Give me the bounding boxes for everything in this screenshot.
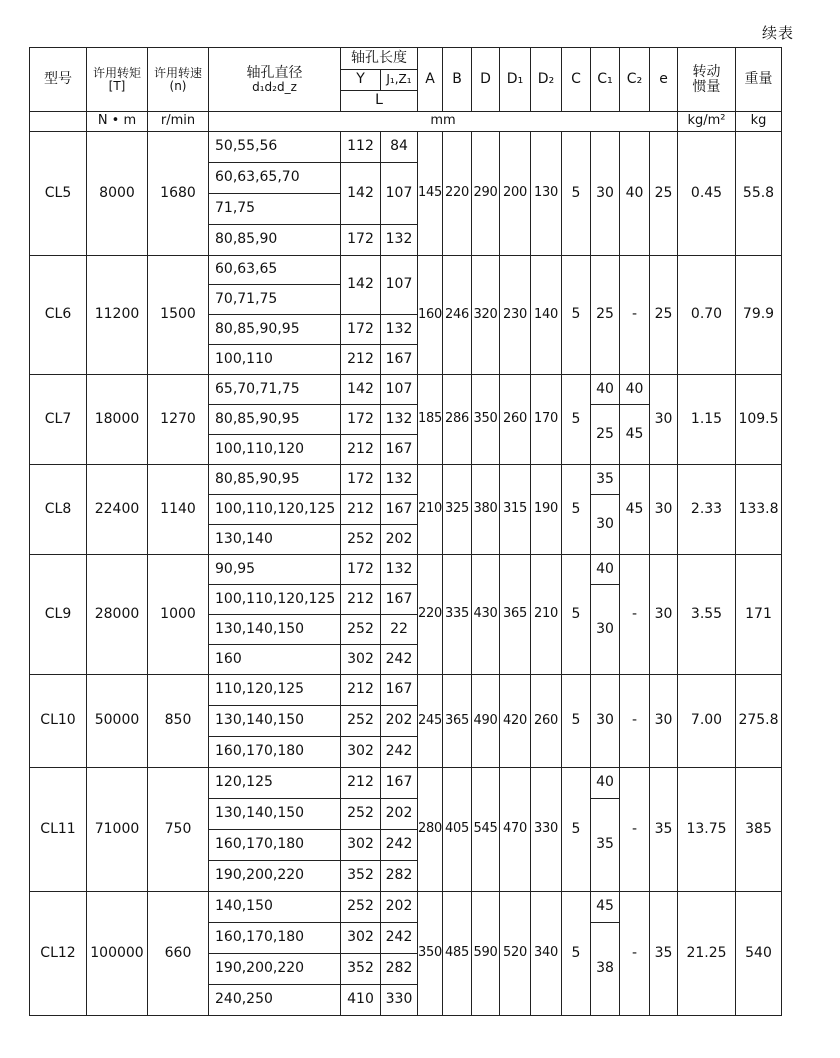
dim-C: 5 [562,256,591,375]
dim-A: 280 [418,768,443,892]
model-name: CL12 [30,892,87,1016]
dim-C2: 45 [620,405,650,465]
model-name: CL10 [30,675,87,768]
bore-length-j: 22 [381,615,418,645]
dim-B: 335 [443,555,472,675]
dim-C2: 40 [620,132,650,256]
bore-length-j: 167 [381,345,418,375]
table-caption: 续表 [761,24,794,42]
dim-D: 490 [472,675,500,768]
header-B: B [443,48,472,112]
dim-C2: - [620,555,650,675]
inertia-value: 0.70 [678,256,736,375]
inertia-value: 7.00 [678,675,736,768]
bore-length-j: 107 [381,375,418,405]
dim-e: 30 [650,375,678,465]
bore-length-j: 167 [381,435,418,465]
weight-value: 540 [736,892,782,1016]
header-model: 型号 [30,48,87,112]
dim-D1: 200 [500,132,531,256]
weight-value: 133.8 [736,465,782,555]
dim-C: 5 [562,132,591,256]
model-torque: 22400 [87,465,148,555]
bore-length-j: 330 [381,985,418,1016]
header-inertia-label: 转动惯量 [692,63,721,95]
bore-length-y: 212 [341,495,381,525]
model-torque: 71000 [87,768,148,892]
bore-diameters: 50,55,56 [209,132,341,163]
dim-B: 405 [443,768,472,892]
bore-length-j: 84 [381,132,418,163]
unit-weight: kg [736,112,782,132]
dim-A: 185 [418,375,443,465]
dim-A: 145 [418,132,443,256]
unit-speed: r/min [148,112,209,132]
bore-length-y: 252 [341,706,381,737]
dim-D1: 230 [500,256,531,375]
dim-A: 220 [418,555,443,675]
bore-length-y: 252 [341,799,381,830]
dim-C1: 35 [591,465,620,495]
bore-diameters: 60,63,65,70 [209,163,341,194]
bore-diameters: 80,85,90,95 [209,465,341,495]
bore-length-j: 242 [381,645,418,675]
model-torque: 18000 [87,375,148,465]
weight-value: 275.8 [736,675,782,768]
dim-D1: 420 [500,675,531,768]
model-name: CL5 [30,132,87,256]
bore-length-y: 142 [341,375,381,405]
bore-length-y: 212 [341,435,381,465]
header-D: D [472,48,500,112]
dim-D: 320 [472,256,500,375]
bore-length-j: 202 [381,892,418,923]
model-speed: 750 [148,768,209,892]
weight-value: 55.8 [736,132,782,256]
bore-length-j: 242 [381,737,418,768]
bore-length-y: 212 [341,768,381,799]
bore-length-y: 352 [341,861,381,892]
dim-B: 246 [443,256,472,375]
dim-C: 5 [562,892,591,1016]
bore-length-j: 107 [381,163,418,225]
bore-length-j: 202 [381,799,418,830]
weight-value: 171 [736,555,782,675]
dim-e: 25 [650,256,678,375]
dim-C: 5 [562,675,591,768]
bore-diameters: 65,70,71,75 [209,375,341,405]
bore-length-j: 132 [381,465,418,495]
dim-D2: 210 [531,555,562,675]
bore-diameters: 160,170,180 [209,923,341,954]
bore-length-j: 167 [381,585,418,615]
dim-C1: 40 [591,375,620,405]
dim-D1: 520 [500,892,531,1016]
dim-e: 30 [650,465,678,555]
bore-length-j: 282 [381,861,418,892]
bore-length-y: 172 [341,225,381,256]
weight-value: 79.9 [736,256,782,375]
bore-diameters: 130,140 [209,525,341,555]
dim-C2: - [620,256,650,375]
dim-e: 35 [650,892,678,1016]
dim-D: 290 [472,132,500,256]
dim-B: 325 [443,465,472,555]
bore-diameters: 100,110 [209,345,341,375]
header-A: A [418,48,443,112]
dim-B: 365 [443,675,472,768]
bore-length-y: 112 [341,132,381,163]
bore-diameters: 71,75 [209,194,341,225]
weight-value: 109.5 [736,375,782,465]
header-torque [87,48,148,112]
model-speed: 1680 [148,132,209,256]
bore-diameters: 70,71,75 [209,285,341,315]
dim-C: 5 [562,555,591,675]
dim-D2: 260 [531,675,562,768]
dim-B: 485 [443,892,472,1016]
bore-length-j: 282 [381,954,418,985]
dim-B: 286 [443,375,472,465]
bore-length-j: 132 [381,225,418,256]
bore-length-y: 172 [341,405,381,435]
dim-D2: 140 [531,256,562,375]
header-C1: C₁ [591,48,620,112]
dim-A: 210 [418,465,443,555]
coupling-spec-table [29,47,782,1016]
bore-length-j: 167 [381,768,418,799]
header-bore-length: 轴孔长度 [341,48,418,70]
dim-e: 35 [650,768,678,892]
dim-e: 30 [650,675,678,768]
bore-length-j: 107 [381,256,418,315]
model-speed: 1270 [148,375,209,465]
bore-length-j: 167 [381,495,418,525]
bore-length-j: 242 [381,923,418,954]
dim-C1: 38 [591,923,620,1016]
bore-length-y: 142 [341,163,381,225]
bore-diameters: 130,140,150 [209,799,341,830]
dim-D1: 365 [500,555,531,675]
bore-length-y: 212 [341,675,381,706]
dim-C1: 45 [591,892,620,923]
dim-C1: 30 [591,675,620,768]
dim-D1: 315 [500,465,531,555]
bore-diameters: 160,170,180 [209,737,341,768]
header-torque-symbol: [T] [108,78,126,93]
dim-D2: 190 [531,465,562,555]
bore-diameters: 190,200,220 [209,954,341,985]
model-speed: 660 [148,892,209,1016]
dim-D2: 330 [531,768,562,892]
bore-length-y: 302 [341,737,381,768]
bore-diameters: 80,85,90 [209,225,341,256]
inertia-value: 3.55 [678,555,736,675]
dim-D1: 470 [500,768,531,892]
dim-D: 590 [472,892,500,1016]
header-bore-label: 轴孔直径 [246,64,303,81]
header-D1: D₁ [500,48,531,112]
model-speed: 850 [148,675,209,768]
header-bore [209,48,341,112]
header-y: Y [341,70,381,91]
inertia-value: 0.45 [678,132,736,256]
dim-C1: 30 [591,585,620,675]
model-name: CL6 [30,256,87,375]
dim-C1: 25 [591,405,620,465]
header-e: e [650,48,678,112]
inertia-value: 13.75 [678,768,736,892]
bore-length-y: 410 [341,985,381,1016]
bore-diameters: 60,63,65 [209,256,341,285]
bore-diameters: 80,85,90,95 [209,315,341,345]
dim-C: 5 [562,465,591,555]
unit-inertia: kg/m² [678,112,736,132]
model-name: CL9 [30,555,87,675]
bore-length-j: 167 [381,675,418,706]
header-inertia [678,48,736,112]
dim-C2: 40 [620,375,650,405]
dim-C: 5 [562,768,591,892]
dim-D: 350 [472,375,500,465]
dim-D2: 170 [531,375,562,465]
bore-length-y: 302 [341,830,381,861]
header-speed-label: 许用转速 [153,65,202,80]
model-speed: 1500 [148,256,209,375]
bore-length-y: 212 [341,585,381,615]
bore-length-y: 352 [341,954,381,985]
bore-diameters: 240,250 [209,985,341,1016]
bore-diameters: 130,140,150 [209,615,341,645]
header-bore-symbol: d₁d₂d_z [252,79,297,94]
model-torque: 100000 [87,892,148,1016]
header-torque-label: 许用转矩 [92,65,141,80]
header-l: L [341,91,418,112]
header-speed-symbol: (n) [169,78,187,93]
model-torque: 11200 [87,256,148,375]
bore-length-y: 302 [341,923,381,954]
dim-e: 25 [650,132,678,256]
unit-mm: mm [209,112,678,132]
dim-C2: - [620,768,650,892]
bore-length-j: 132 [381,405,418,435]
bore-length-y: 252 [341,615,381,645]
header-speed [148,48,209,112]
dim-C2: - [620,892,650,1016]
bore-diameters: 190,200,220 [209,861,341,892]
bore-length-y: 142 [341,256,381,315]
bore-length-y: 172 [341,555,381,585]
bore-diameters: 90,95 [209,555,341,585]
header-C: C [562,48,591,112]
bore-length-y: 172 [341,465,381,495]
model-torque: 28000 [87,555,148,675]
model-name: CL11 [30,768,87,892]
inertia-value: 2.33 [678,465,736,555]
bore-length-y: 252 [341,525,381,555]
dim-C: 5 [562,375,591,465]
dim-A: 245 [418,675,443,768]
dim-C2: 45 [620,465,650,555]
bore-length-j: 202 [381,706,418,737]
model-torque: 8000 [87,132,148,256]
bore-diameters: 130,140,150 [209,706,341,737]
dim-C1: 40 [591,768,620,799]
bore-length-y: 172 [341,315,381,345]
bore-diameters: 120,125 [209,768,341,799]
dim-C1: 30 [591,495,620,555]
bore-diameters: 80,85,90,95 [209,405,341,435]
dim-D1: 260 [500,375,531,465]
bore-diameters: 110,120,125 [209,675,341,706]
bore-diameters: 160 [209,645,341,675]
dim-A: 160 [418,256,443,375]
dim-C1: 35 [591,799,620,892]
bore-diameters: 140,150 [209,892,341,923]
unit-torque: N • m [87,112,148,132]
weight-value: 385 [736,768,782,892]
dim-D2: 130 [531,132,562,256]
dim-C1: 40 [591,555,620,585]
bore-diameters: 160,170,180 [209,830,341,861]
model-torque: 50000 [87,675,148,768]
dim-e: 30 [650,555,678,675]
header-C2: C₂ [620,48,650,112]
header-weight: 重量 [736,48,782,112]
inertia-value: 21.25 [678,892,736,1016]
model-speed: 1000 [148,555,209,675]
bore-diameters: 100,110,120 [209,435,341,465]
bore-length-y: 302 [341,645,381,675]
bore-length-j: 202 [381,525,418,555]
model-name: CL8 [30,465,87,555]
dim-C2: - [620,675,650,768]
dim-C1: 25 [591,256,620,375]
bore-length-y: 212 [341,345,381,375]
bore-length-j: 132 [381,315,418,345]
header-D2: D₂ [531,48,562,112]
model-speed: 1140 [148,465,209,555]
dim-C1: 30 [591,132,620,256]
header-jz: J₁,Z₁ [381,70,418,91]
dim-B: 220 [443,132,472,256]
bore-diameters: 100,110,120,125 [209,495,341,525]
inertia-value: 1.15 [678,375,736,465]
dim-A: 350 [418,892,443,1016]
bore-length-y: 252 [341,892,381,923]
dim-D: 545 [472,768,500,892]
dim-D: 430 [472,555,500,675]
bore-length-j: 132 [381,555,418,585]
model-name: CL7 [30,375,87,465]
bore-length-j: 242 [381,830,418,861]
dim-D: 380 [472,465,500,555]
dim-D2: 340 [531,892,562,1016]
bore-diameters: 100,110,120,125 [209,585,341,615]
